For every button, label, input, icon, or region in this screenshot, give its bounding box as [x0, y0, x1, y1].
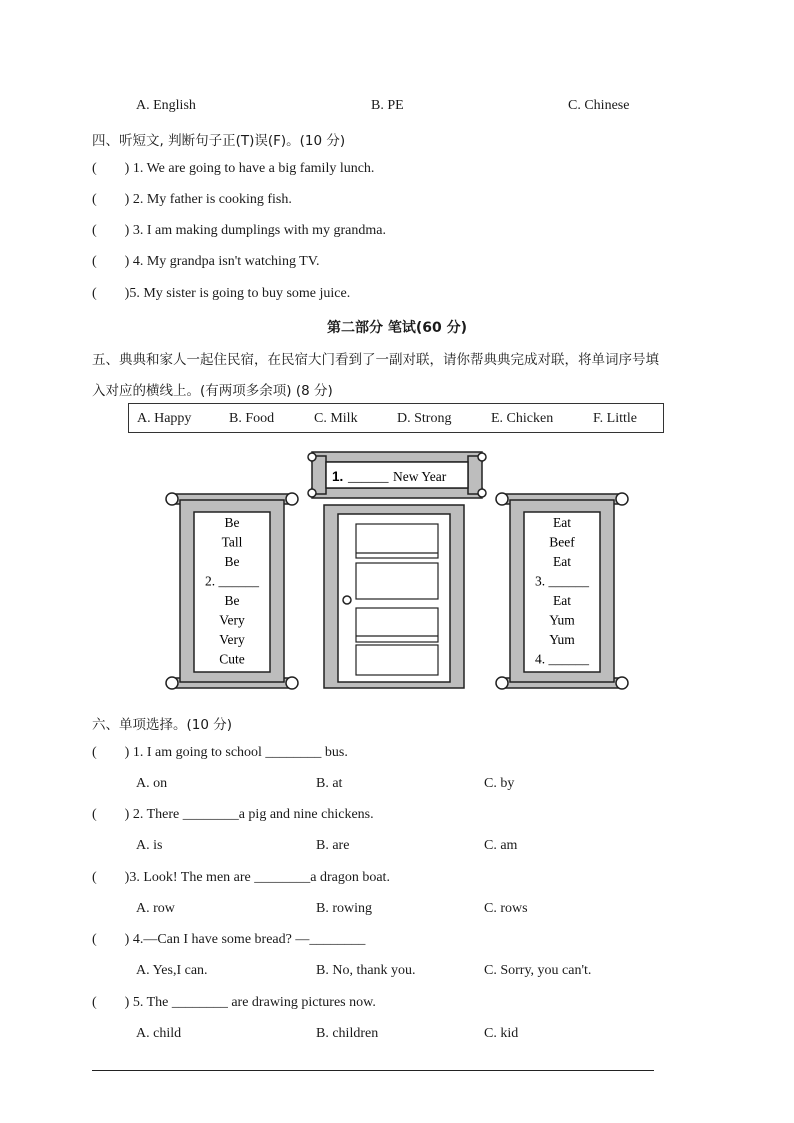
tf-item-4 — [92, 254, 320, 270]
section5-heading-line1: 五、典典和家人一起住民宿，在民宿大门看到了一副对联，请你帮典典完成对联，将单词序号填 — [92, 352, 659, 368]
q3-option-a: A. row — [136, 901, 175, 916]
tf-item-1 — [92, 161, 374, 177]
answer-paren: ( — [92, 807, 125, 822]
question-stem: ) 5. The ________ are drawing pictures now. — [124, 995, 376, 1010]
question-stem: ) 4.—Can I have some bread? —________ — [124, 932, 366, 947]
door — [324, 505, 464, 688]
banner-blank: ______ — [348, 469, 389, 484]
left-scroll-line: Be — [224, 515, 240, 530]
answer-paren: ( — [92, 286, 125, 301]
word-bank-item: E. Chicken — [491, 411, 554, 426]
banner-text: New Year — [393, 469, 447, 484]
word-bank-item: D. Strong — [397, 411, 452, 426]
door-knob — [343, 596, 351, 604]
tf-item-5 — [92, 286, 350, 302]
q3-option-c: C. rows — [484, 901, 528, 916]
mc-question-1 — [92, 745, 348, 761]
tf-item-text: ) 3. I am making dumplings with my grandma. — [124, 223, 386, 238]
right-scroll-line: Eat — [553, 593, 571, 608]
q1-option-a: A. on — [136, 776, 168, 791]
q5-option-b: B. children — [316, 1026, 379, 1041]
tf-item-text: ) 4. My grandpa isn't watching TV. — [124, 254, 320, 269]
banner-scroll — [308, 452, 486, 498]
option-c: C. Chinese — [568, 98, 630, 113]
right-scroll-line: Eat — [553, 515, 571, 530]
right-scroll-line: Yum — [549, 612, 575, 628]
q4-option-a: A. Yes,I can. — [136, 963, 208, 978]
q4-option-b: B. No, thank you. — [316, 963, 416, 978]
word-bank-item: B. Food — [229, 411, 275, 426]
left-scroll-line: Very — [219, 612, 245, 628]
answer-paren: ( — [92, 254, 125, 269]
word-bank-item: C. Milk — [314, 411, 358, 426]
left-scroll-line: Be — [224, 554, 240, 569]
answer-paren: ( — [92, 995, 125, 1010]
q2-option-c: C. am — [484, 838, 518, 853]
q4-option-c: C. Sorry, you can't. — [484, 963, 592, 978]
answer-paren: ( — [92, 870, 125, 885]
question-stem: ) 2. There ________a pig and nine chickens. — [124, 807, 374, 822]
answer-paren: ( — [92, 192, 125, 207]
answer-paren: ( — [92, 223, 125, 238]
left-scroll-line: Cute — [219, 651, 245, 667]
right-scroll-line: Beef — [549, 534, 575, 550]
option-b: B. PE — [371, 98, 404, 113]
answer-paren: ( — [92, 161, 125, 176]
right-scroll-line: Yum — [549, 632, 575, 647]
word-bank-item: A. Happy — [137, 411, 192, 426]
q3-option-b: B. rowing — [316, 901, 372, 916]
left-scroll-line: Tall — [221, 534, 243, 550]
mc-question-2 — [92, 807, 374, 823]
tf-item-text: )5. My sister is going to buy some juice. — [124, 286, 351, 301]
section5-heading-line2: 入对应的横线上。(有两项多余项) (8 分) — [92, 383, 333, 399]
tf-item-text: ) 2. My father is cooking fish. — [124, 192, 292, 207]
option-a: A. English — [136, 98, 196, 113]
left-scroll-line: Be — [224, 593, 240, 608]
left-scroll-line: 2. ______ — [205, 573, 259, 589]
couplet-illustration — [0, 440, 794, 700]
q5-option-a: A. child — [136, 1026, 182, 1041]
q1-option-b: B. at — [316, 776, 343, 791]
left-scroll-line: Very — [219, 632, 245, 647]
tf-item-3 — [92, 223, 386, 239]
word-bank-item: F. Little — [593, 411, 637, 426]
tf-item-2 — [92, 192, 292, 208]
bottom-rule — [92, 1070, 654, 1071]
section6-heading: 六、单项选择。(10 分) — [92, 717, 233, 733]
q2-option-a: A. is — [136, 838, 163, 853]
question-stem: ) 1. I am going to school ________ bus. — [124, 745, 348, 760]
part2-title: 第二部分 笔试(60 分) — [326, 320, 468, 336]
mc-question-3 — [92, 870, 390, 886]
right-scroll-line: 4. ______ — [535, 651, 589, 667]
right-scroll-line: Eat — [553, 554, 571, 569]
question-stem: )3. Look! The men are ________a dragon boat. — [124, 870, 390, 885]
q5-option-c: C. kid — [484, 1026, 519, 1041]
answer-paren: ( — [92, 745, 125, 760]
section4-heading: 四、听短文, 判断句子正(T)误(F)。(10 分) — [92, 133, 346, 149]
tf-item-text: ) 1. We are going to have a big family lunch. — [124, 161, 375, 176]
mc-question-4 — [92, 932, 365, 948]
banner-num: 1. — [332, 469, 344, 484]
q1-option-c: C. by — [484, 776, 515, 791]
answer-paren: ( — [92, 932, 125, 947]
q2-option-b: B. are — [316, 838, 350, 853]
word-bank — [128, 403, 664, 433]
right-scroll-line: 3. ______ — [535, 573, 589, 589]
mc-question-5 — [92, 995, 376, 1011]
